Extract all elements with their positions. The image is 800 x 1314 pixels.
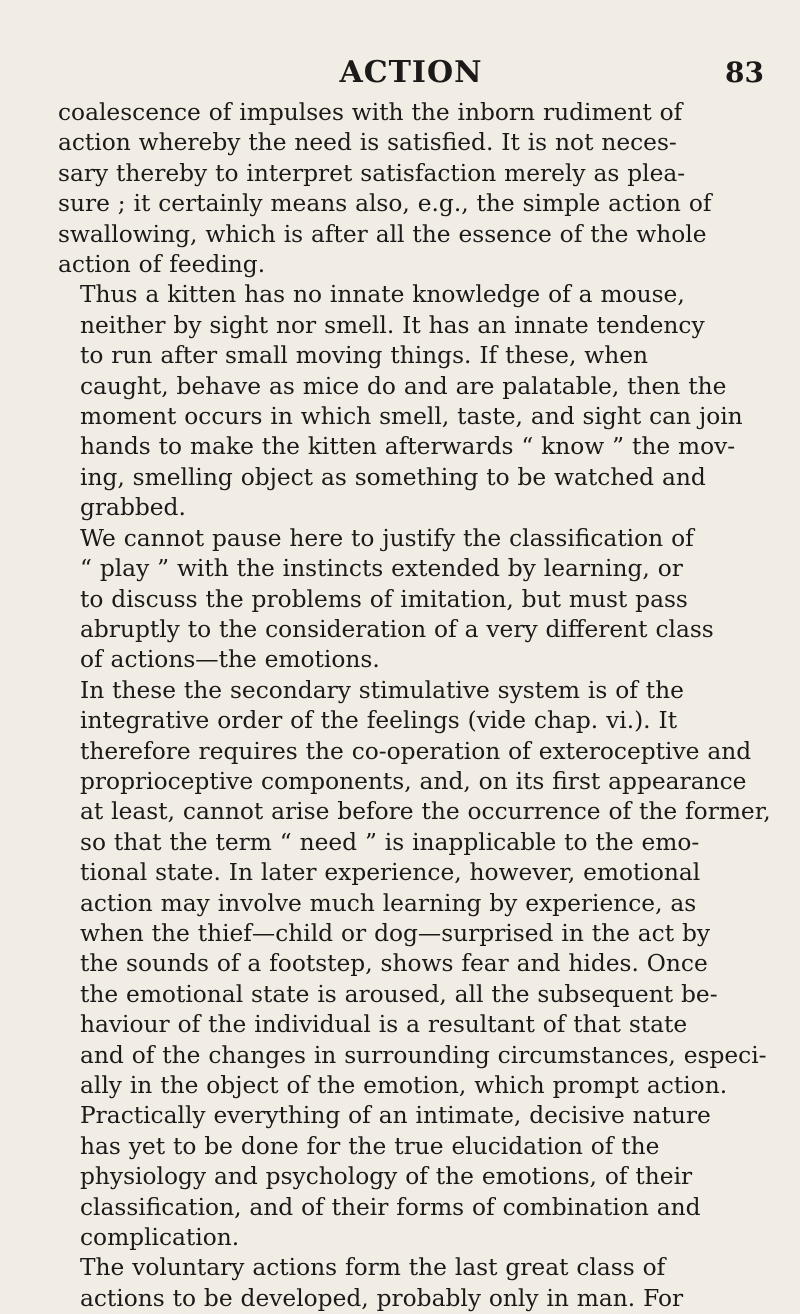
text-line: sary thereby to interpret satisfaction merely as plea- <box>58 159 686 187</box>
text-line: the sounds of a footstep, shows fear and hides. Once <box>80 950 708 978</box>
text-line: swallowing, which is after all the essence of the whole <box>58 220 707 248</box>
text-line: therefore requires the co-operation of exteroceptive and <box>80 737 752 765</box>
text-line: moment occurs in which smell, taste, and sight can join <box>80 403 743 431</box>
text-line: “ play ” with the instincts extended by learning, or <box>80 555 683 583</box>
text-line: neither by sight nor smell. It has an innate tendency <box>80 311 705 339</box>
text-line: action whereby the need is satisfied. It is not neces- <box>58 129 677 157</box>
text-line: ally in the object of the emotion, which prompt action. <box>80 1072 728 1099</box>
text-line: classification, and of their forms of combination and <box>80 1193 701 1221</box>
page-number: 83 <box>725 56 764 89</box>
paragraph-4 <box>58 676 771 1254</box>
text-line: at least, cannot arise before the occurrence of the former, <box>80 798 771 826</box>
text-line: grabbed. <box>80 494 186 522</box>
paragraph-1 <box>58 98 764 280</box>
paragraph-5 <box>58 1253 764 1314</box>
text-line: and of the changes in surrounding circumstances, especi- <box>80 1041 767 1069</box>
text-line: Thus a kitten has no innate knowledge of a mouse, <box>80 281 685 309</box>
text-line: hands to make the kitten afterwards “ know ” the mov- <box>80 433 736 461</box>
text-line: to run after small moving things. If these, when <box>80 342 649 370</box>
text-line: the emotional state is aroused, all the subsequent be- <box>80 980 718 1008</box>
text-line: complication. <box>80 1224 240 1252</box>
text-line: coalescence of impulses with the inborn rudiment of <box>58 99 683 126</box>
text-line: ing, smelling object as something to be watched and <box>80 463 706 491</box>
body-text <box>58 98 771 1314</box>
text-line: abruptly to the consideration of a very different class <box>80 615 714 643</box>
text-line: caught, behave as mice do and are palatable, then the <box>80 372 727 400</box>
text-line: Practically everything of an intimate, decisive nature <box>80 1102 711 1130</box>
text-line: The voluntary actions form the last great class of <box>80 1254 666 1282</box>
text-line: so that the term “ need ” is inapplicable to the emo- <box>80 828 700 856</box>
text-line: actions to be developed, probably only in man. For <box>80 1284 684 1312</box>
text-line: action of feeding. <box>58 251 266 279</box>
text-line: We cannot pause here to justify the classification of <box>80 524 694 552</box>
text-line: sure ; it certainly means also, e.g., the simple action of <box>58 190 712 218</box>
text-line: haviour of the individual is a resultant of that state <box>80 1011 688 1039</box>
running-title: ACTION <box>339 55 483 90</box>
text-line: of actions—the emotions. <box>80 646 380 674</box>
text-line: tional state. In later experience, however, emotional <box>80 859 701 887</box>
text-line: physiology and psychology of the emotions, of their <box>80 1163 693 1191</box>
text-line: proprioceptive components, and, on its first appearance <box>80 767 747 795</box>
paragraph-2 <box>58 280 764 523</box>
text-line: has yet to be done for the true elucidation of the <box>80 1132 660 1160</box>
text-line: when the thief—child or dog—surprised in the act by <box>80 919 711 947</box>
text-line: In these the secondary stimulative system is of the <box>80 676 684 704</box>
text-line: action may involve much learning by experience, as <box>80 889 697 917</box>
paragraph-3 <box>58 524 764 676</box>
text-line: integrative order of the feelings (vide chap. vi.). It <box>80 707 678 735</box>
text-line: to discuss the problems of imitation, but must pass <box>80 585 688 613</box>
running-head <box>58 52 764 94</box>
